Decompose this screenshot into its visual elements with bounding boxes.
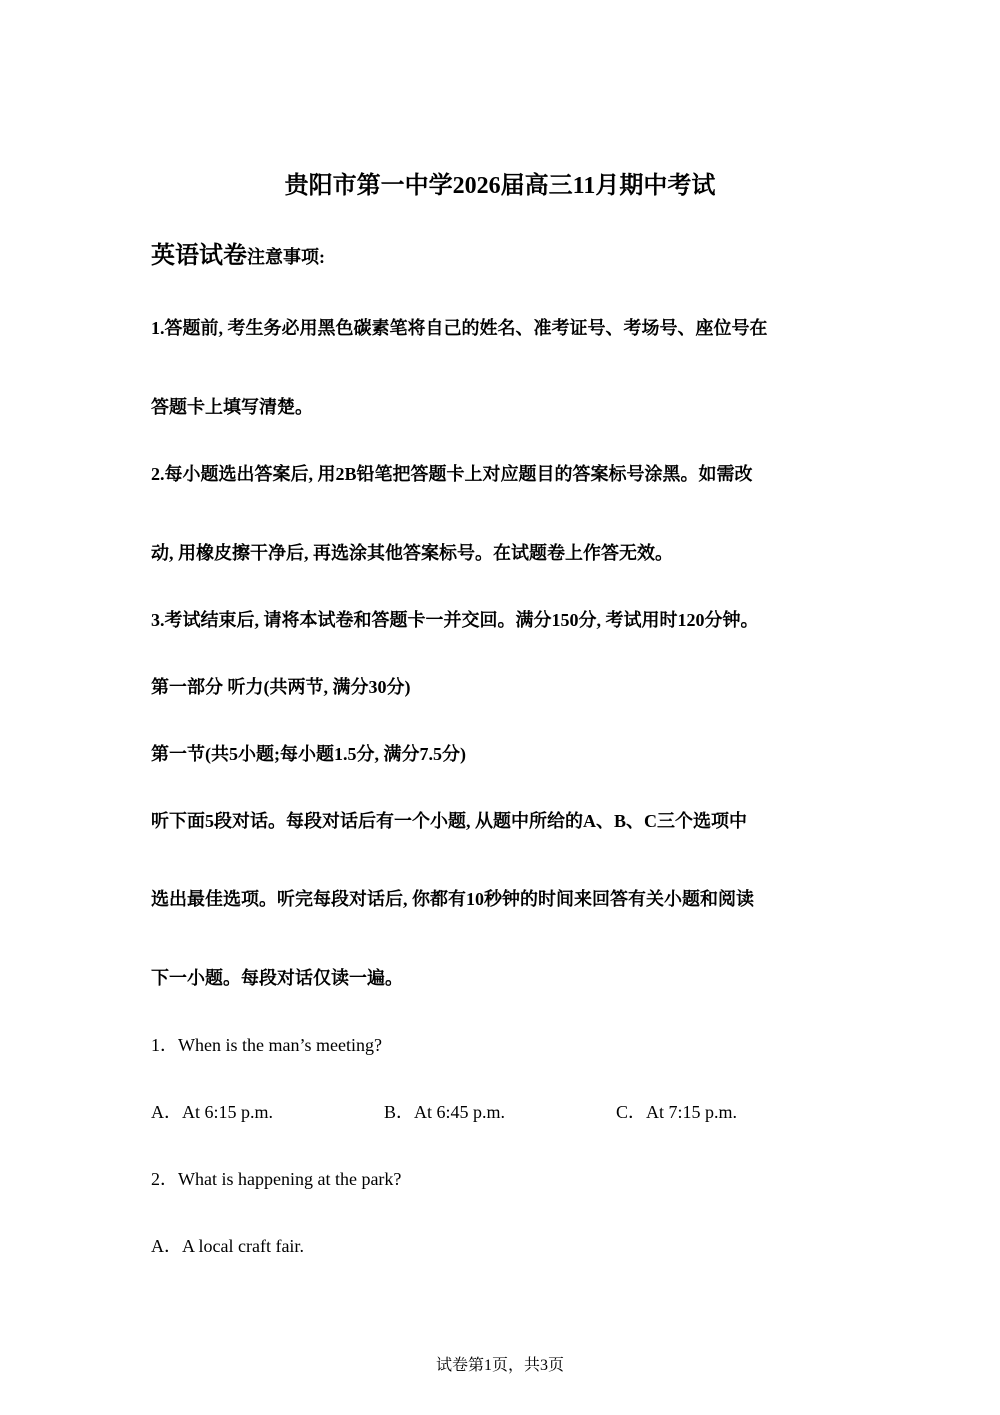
question-1-option-c: C．At 7:15 p.m. bbox=[616, 1102, 738, 1122]
subject-line bbox=[151, 242, 851, 271]
notes-heading: 注意事项: bbox=[247, 247, 325, 267]
question-1-option-a: A．At 6:15 p.m. bbox=[151, 1102, 274, 1122]
note-2-line-1: 2.每小题选出答案后, 用2B铅笔把答题卡上对应题目的答案标号涂黑。如需改 bbox=[151, 464, 753, 484]
section-heading: 第一节(共5小题;每小题1.5分, 满分7.5分) bbox=[151, 744, 466, 764]
instructions-line-2: 选出最佳选项。听完每段对话后, 你都有10秒钟的时间来回答有关小题和阅读 bbox=[151, 889, 754, 909]
instructions-line-3: 下一小题。每段对话仅读一遍。 bbox=[151, 968, 403, 988]
instructions-line-1: 听下面5段对话。每段对话后有一个小题, 从题中所给的A、B、C三个选项中 bbox=[151, 811, 748, 831]
note-3-line-1: 3.考试结束后, 请将本试卷和答题卡一并交回。满分150分, 考试用时120分钟。 bbox=[151, 610, 759, 630]
note-2-line-2: 动, 用橡皮擦干净后, 再选涂其他答案标号。在试题卷上作答无效。 bbox=[151, 543, 673, 563]
note-1-line-2: 答题卡上填写清楚。 bbox=[151, 397, 313, 417]
exam-title: 贵阳市第一中学2026届高三11月期中考试 bbox=[284, 173, 716, 199]
question-2-stem: 2．What is happening at the park? bbox=[151, 1169, 402, 1189]
question-1-option-b: B．At 6:45 p.m. bbox=[384, 1102, 506, 1122]
subject-label: 英语试卷 bbox=[151, 243, 247, 269]
question-2-option-a: A．A local craft fair. bbox=[151, 1236, 304, 1256]
part-heading: 第一部分 听力(共两节, 满分30分) bbox=[151, 677, 411, 697]
note-1-line-1: 1.答题前, 考生务必用黑色碳素笔将自己的姓名、准考证号、考场号、座位号在 bbox=[151, 318, 768, 338]
page-footer: 试卷第1页，共3页 bbox=[435, 1357, 564, 1374]
question-1-stem: 1．When is the man’s meeting? bbox=[151, 1035, 382, 1055]
